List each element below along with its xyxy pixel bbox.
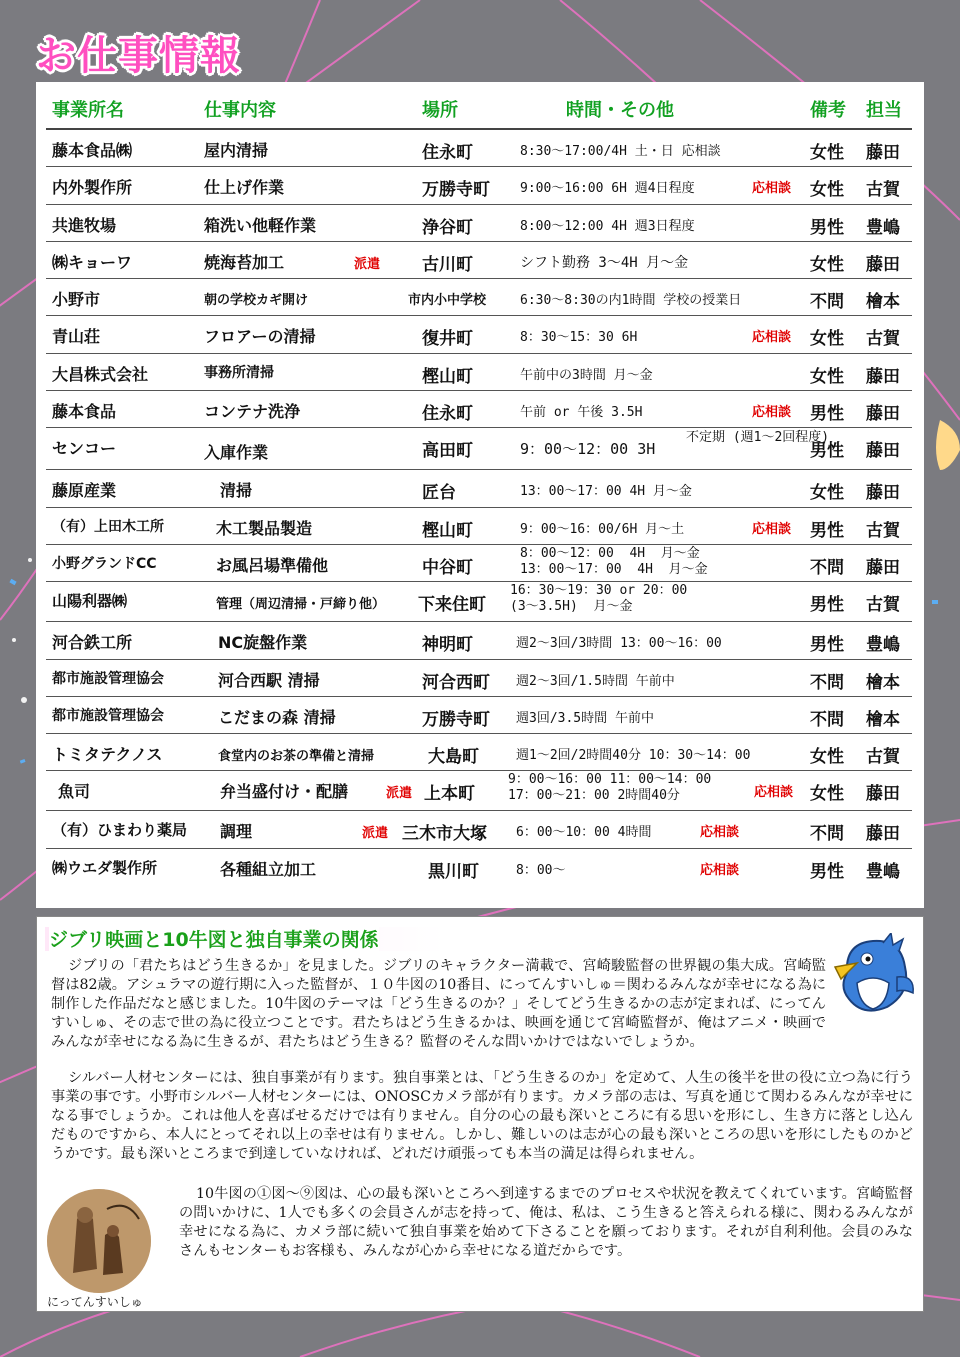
- work-time: 週1～2回/2時間40分 10：30～14：00: [516, 748, 751, 764]
- company-name: 共進牧場: [52, 215, 117, 235]
- company-name: （有）上田木工所: [52, 518, 164, 535]
- gender-note: 女性: [810, 254, 844, 275]
- gender-note: 女性: [810, 483, 844, 504]
- image-caption: にってんすいしゅ: [47, 1295, 143, 1309]
- company-name: 内外製作所: [52, 178, 133, 198]
- table-row[interactable]: [46, 545, 912, 582]
- company-name: 青山荘: [52, 327, 101, 347]
- work-time: 16：30～19：30 or 20：00 (3～3.5H) 月～金: [510, 583, 688, 615]
- work-time: 8：00～12：00 4H 月～金 13：00～17：00 4H 月～金: [520, 545, 708, 577]
- work-time: シフト勤務 3～4H 月～金: [520, 254, 689, 271]
- person-in-charge: 藤田: [866, 366, 900, 387]
- person-in-charge: 古賀: [866, 595, 900, 616]
- gender-note: 男性: [810, 520, 844, 541]
- work-time: 9：00～16：00 11：00～14：00 17：00～21：00 2時間40分: [508, 772, 712, 804]
- consult-note: 応相談: [752, 521, 792, 537]
- work-place: 大島町: [428, 747, 479, 768]
- table-row[interactable]: [46, 354, 912, 391]
- work-time: 9：00～16：00/6H 月～土: [520, 521, 685, 537]
- work-time: 13：00～17：00 4H 月～金: [520, 484, 692, 500]
- person-in-charge: 古賀: [866, 747, 900, 768]
- work-place: 住永町: [422, 143, 473, 163]
- work-content: 調理: [220, 822, 253, 842]
- gender-note: 男性: [810, 595, 844, 616]
- person-in-charge: 豊嶋: [866, 217, 900, 238]
- work-place: 中谷町: [422, 557, 473, 578]
- gender-note: 女性: [810, 366, 844, 387]
- person-in-charge: 豊嶋: [866, 861, 900, 882]
- work-content: 弁当盛付け・配膳: [220, 782, 349, 802]
- consult-note: 応相談: [752, 405, 792, 421]
- work-place: 樫山町: [422, 366, 473, 387]
- work-time: 8:30～17:00/4H 土・日 応相談: [520, 144, 721, 159]
- job-listing-table: [36, 82, 924, 908]
- person-in-charge: 檜本: [866, 672, 900, 693]
- work-place: 下来住町: [418, 595, 486, 616]
- work-content: 河合西駅 清掃: [218, 670, 320, 690]
- work-content: フロアーの清掃: [204, 327, 316, 347]
- consult-note: 応相談: [700, 862, 740, 878]
- person-in-charge: 藤田: [866, 441, 900, 462]
- work-place: 古川町: [422, 254, 473, 275]
- company-name: 河合鉄工所: [52, 633, 133, 653]
- company-name: 都市施設管理協会: [52, 670, 164, 687]
- work-time: 週2～3回/3時間 13：00～16：00: [516, 636, 722, 652]
- work-content: NC旋盤作業: [218, 633, 308, 653]
- person-in-charge: 藤田: [866, 404, 900, 425]
- gender-note: 不問: [810, 709, 844, 730]
- table-row[interactable]: [46, 622, 912, 659]
- person-in-charge: 檜本: [866, 292, 900, 313]
- work-content: 仕上げ作業: [204, 178, 285, 198]
- column-article: [36, 916, 924, 1312]
- gender-note: 不問: [810, 292, 844, 313]
- work-place: 樫山町: [422, 520, 473, 541]
- work-time: 8：30～15：30 6H: [520, 330, 638, 346]
- company-name: 小野グランドCC: [52, 555, 157, 572]
- work-content: 屋内清掃: [204, 141, 269, 160]
- gender-note: 男性: [810, 217, 844, 238]
- consult-note: 応相談: [700, 825, 740, 841]
- company-name: 藤本食品: [52, 402, 117, 422]
- gender-note: 男性: [810, 861, 844, 882]
- header-person: 担当: [866, 100, 902, 121]
- company-name: ㈱ウエダ製作所: [52, 858, 158, 877]
- consult-note: 応相談: [752, 181, 792, 197]
- work-time: 週3回/3.5時間 午前中: [516, 710, 654, 726]
- work-content: 木工製品製造: [216, 518, 313, 538]
- gender-note: 女性: [810, 143, 844, 163]
- company-name: 大昌株式会社: [52, 364, 149, 384]
- company-name: 都市施設管理協会: [52, 707, 164, 724]
- work-content: 焼海苔加工: [204, 252, 285, 272]
- article-title: ジブリ映画と10牛図と独自事業の関係: [49, 925, 379, 952]
- company-name: 藤原産業: [52, 481, 117, 501]
- person-in-charge: 藤田: [866, 824, 900, 845]
- table-row[interactable]: [46, 130, 912, 167]
- table-row[interactable]: [46, 205, 912, 242]
- work-place: 黒川町: [428, 861, 479, 882]
- work-place: 住永町: [422, 404, 473, 425]
- table-row[interactable]: [46, 279, 912, 316]
- gender-note: 不問: [810, 672, 844, 693]
- table-row[interactable]: [46, 428, 912, 470]
- work-place: 上本町: [424, 784, 475, 805]
- table-row[interactable]: [46, 470, 912, 507]
- table-row[interactable]: [46, 316, 912, 353]
- work-place: 河合西町: [422, 672, 490, 693]
- company-name: トミタテクノス: [52, 745, 163, 765]
- person-in-charge: 藤田: [866, 784, 900, 805]
- work-time: 9:00～16:00 6H 週4日程度: [520, 181, 695, 197]
- table-row[interactable]: [46, 391, 912, 428]
- work-place: 市内小中学校: [408, 293, 487, 309]
- work-content: 朝の学校カギ開け: [204, 293, 309, 309]
- company-name: 藤本食品㈱: [52, 141, 133, 160]
- gender-note: 男性: [810, 404, 844, 425]
- table-row[interactable]: [46, 660, 912, 697]
- work-content: 事務所清掃: [204, 364, 274, 381]
- work-content: こだまの森 清掃: [218, 707, 336, 727]
- person-in-charge: 豊嶋: [866, 635, 900, 656]
- article-paragraph-1: ジブリの「君たちはどう生きるか」を見ました。ジブリのキャラクター満載で、宮崎駿監督の世界観の集大成。宮崎監督は82歳。アシュラマの遊行期に入った監督が、１０牛図の10番目、にってんすいしゅ＝関わるみんなが幸せになる為に制作した作品だなと感じました。10牛図のテーマは「どう生きるのか？」そしてどう生きるかの志が定まれば、にってんすいしゅ、その志で世の為に役立つことです。君たちはどう生きるかは、映画を通じて宮崎監督が、俺はアニメ・映画でみんなが幸せになる為に生きるが、君たちはどう生きる？監督のそんな問いかけではないでしょうか。: [51, 958, 826, 1050]
- gender-note: 女性: [810, 784, 844, 805]
- table-row[interactable]: [46, 582, 912, 622]
- work-content: 箱洗い他軽作業: [204, 215, 317, 235]
- work-place: 万勝寺町: [422, 180, 490, 201]
- person-in-charge: 藤田: [866, 143, 900, 163]
- work-time: 午前 or 午後 3.5H: [520, 405, 643, 421]
- work-content: 入庫作業: [204, 443, 269, 463]
- work-time: 週2～3回/1.5時間 午前中: [516, 673, 675, 689]
- table-row[interactable]: [46, 167, 912, 204]
- company-name: （有）ひまわり薬局: [52, 821, 188, 840]
- gender-note: 女性: [810, 180, 844, 201]
- gender-note: 不問: [810, 824, 844, 845]
- gender-note: 男性: [810, 635, 844, 656]
- work-content: 管理（周辺清掃・戸締り他）: [216, 597, 386, 613]
- company-name: 小野市: [52, 290, 101, 310]
- work-content: お風呂場準備他: [216, 555, 329, 575]
- dispatch-tag: 派遣: [362, 826, 389, 842]
- company-name: センコー: [52, 439, 117, 459]
- person-in-charge: 檜本: [866, 709, 900, 730]
- person-in-charge: 古賀: [866, 329, 900, 350]
- work-content: 清掃: [220, 481, 253, 501]
- header-gender: 備考: [810, 100, 846, 121]
- page-title: お仕事情報: [36, 33, 241, 79]
- work-content: 各種組立加工: [220, 859, 317, 879]
- work-place: 神明町: [422, 635, 473, 656]
- person-in-charge: 藤田: [866, 557, 900, 578]
- work-time: 8:00～12:00 4H 週3日程度: [520, 218, 695, 234]
- gender-note: 不問: [810, 557, 844, 578]
- person-in-charge: 藤田: [866, 483, 900, 504]
- work-place: 高田町: [422, 441, 473, 462]
- ox-herding-illustration: [47, 1189, 151, 1293]
- work-place: 復井町: [422, 329, 473, 350]
- table-row[interactable]: [46, 849, 912, 886]
- work-time: 8：00～: [516, 862, 566, 878]
- header-company: 事業所名: [52, 100, 124, 121]
- table-row[interactable]: [46, 734, 912, 771]
- table-header: [46, 90, 912, 130]
- article-paragraph-2: シルバー人材センターには、独自事業が有ります。独自事業とは、「どう生きるのか」を定めて、人生の後半を世の役に立つ為に行う事業の事です。小野市シルバー人材センターには、ONOSCカメラ部が有ります。カメラ部の志は、写真を通じて関わるみんなが幸せになる事でしょうか。これは他人を喜ばせるだけでは有りません。自分の心の最も深いところに有る思いを形にし、生き方に落とし込んだものですから、本人にとってそれ以上の幸せは有りません。しかし、難しいのは志が心の最も深いところの思いを形にしたものかどうかです。最も深いところまで到達していなければ、どれだけ頑張っても本当の満足は得られません。: [51, 1070, 913, 1162]
- article-paragraph-3: 10牛図の①図～⑨図は、心の最も深いところへ到達するまでのプロセスや状況を教えてくれています。宮崎監督の問いかけに、1人でも多くの会員さんが志を持って、俺は、私は、こう生きると答えられる様に、関わるみんなが幸せになる為に、カメラ部に続いて独自事業を始めて下さることを願っております。それが自利利他。会員のみなさんもセンターもお客様も、みんなが心から幸せになる道だからです。: [179, 1186, 913, 1259]
- consult-note: 応相談: [752, 330, 792, 346]
- work-time: 6:30～8:30の内1時間 学校の授業日: [520, 293, 742, 309]
- frequency-note: 不定期 (週1～2回程度): [686, 430, 830, 446]
- table-row[interactable]: [46, 771, 912, 811]
- work-time: 9：00～12：00 3H: [520, 440, 656, 459]
- work-content: コンテナ洗浄: [204, 402, 301, 422]
- gender-note: 女性: [810, 329, 844, 350]
- work-place: 三木市大塚: [402, 824, 487, 845]
- person-in-charge: 古賀: [866, 520, 900, 541]
- table-row[interactable]: [46, 697, 912, 734]
- company-name: 魚司: [58, 782, 91, 802]
- person-in-charge: 藤田: [866, 254, 900, 275]
- work-time: 午前中の3時間 月～金: [520, 367, 653, 383]
- dispatch-tag: 派遣: [386, 786, 413, 802]
- blue-bird-mascot-icon: [827, 933, 919, 1019]
- work-content: 食堂内のお茶の準備と清掃: [218, 749, 375, 765]
- consult-note: 応相談: [754, 785, 794, 801]
- gender-note: 女性: [810, 747, 844, 768]
- person-in-charge: 古賀: [866, 180, 900, 201]
- company-name: ㈱キョーワ: [52, 252, 133, 272]
- table-row[interactable]: [46, 811, 912, 848]
- header-time: 時間・その他: [566, 100, 674, 121]
- header-work: 仕事内容: [204, 100, 276, 121]
- work-place: 浄谷町: [422, 217, 473, 238]
- work-place: 万勝寺町: [422, 709, 490, 730]
- company-name: 山陽利器㈱: [52, 592, 128, 611]
- dispatch-tag: 派遣: [354, 256, 381, 272]
- header-place: 場所: [422, 100, 458, 121]
- work-place: 匠台: [422, 483, 456, 504]
- work-time: 6：00～10：00 4時間: [516, 825, 652, 841]
- table-row[interactable]: [46, 508, 912, 545]
- gender-note: 男性: [810, 441, 844, 462]
- table-row[interactable]: [46, 242, 912, 279]
